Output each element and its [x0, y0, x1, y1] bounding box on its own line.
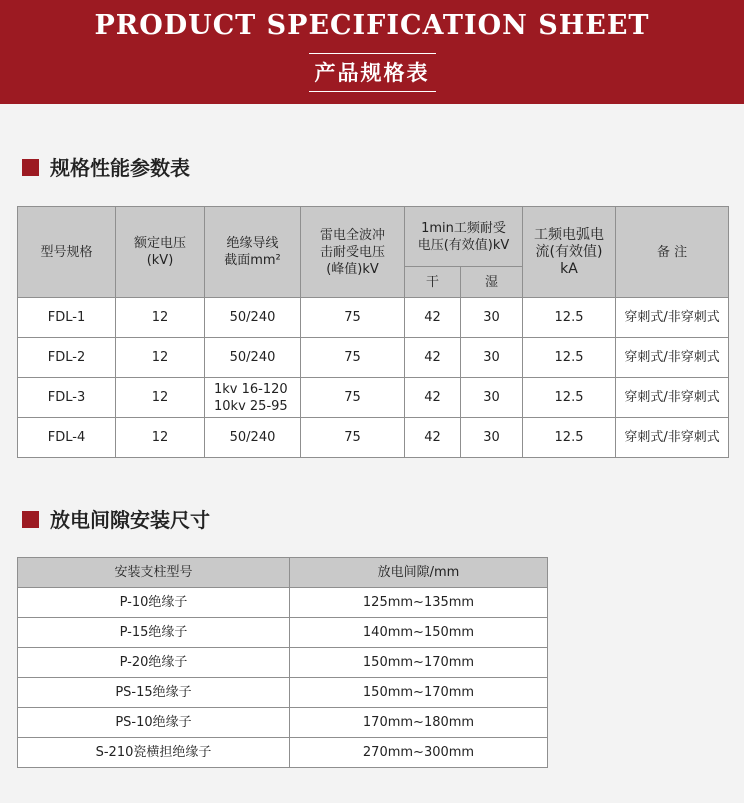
table-row: [18, 648, 548, 678]
cell-gap: 270mm~300mm: [290, 738, 548, 768]
cell-remark: 穿刺式/非穿刺式: [616, 338, 729, 378]
cell-post: S-210瓷横担绝缘子: [18, 738, 290, 768]
cell-post: P-10绝缘子: [18, 588, 290, 618]
table-row: [18, 678, 548, 708]
cell-gap: 150mm~170mm: [290, 678, 548, 708]
cell-model: FDL-3: [18, 378, 116, 418]
banner-subtitle: 产品规格表: [309, 53, 436, 92]
header-conductor: 绝缘导线 截面mm²: [205, 207, 301, 298]
cell-remark: 穿刺式/非穿刺式: [616, 378, 729, 418]
cell-gap: 170mm~180mm: [290, 708, 548, 738]
banner-subtitle-wrap: [0, 53, 744, 92]
header-dry: 干: [405, 267, 461, 298]
cell-dry: 42: [405, 298, 461, 338]
cell-model: FDL-1: [18, 298, 116, 338]
table-row: [18, 418, 729, 458]
cell-wet: 30: [461, 298, 523, 338]
cell-gap: 140mm~150mm: [290, 618, 548, 648]
gap-table: [17, 557, 548, 768]
spec-table: [17, 206, 729, 458]
cell-model: FDL-4: [18, 418, 116, 458]
cell-arc: 12.5: [523, 298, 616, 338]
section-title-gap: 放电间隙安装尺寸: [50, 508, 210, 532]
table-row: [18, 738, 548, 768]
cell-voltage: 12: [116, 338, 205, 378]
table-row: [18, 708, 548, 738]
table-row: [18, 618, 548, 648]
cell-voltage: 12: [116, 298, 205, 338]
cell-gap: 125mm~135mm: [290, 588, 548, 618]
cell-post: P-20绝缘子: [18, 648, 290, 678]
header-remark: 备 注: [616, 207, 729, 298]
cell-dry: 42: [405, 418, 461, 458]
cell-post: PS-15绝缘子: [18, 678, 290, 708]
cell-remark: 穿刺式/非穿刺式: [616, 298, 729, 338]
cell-wet: 30: [461, 338, 523, 378]
cell-post: PS-10绝缘子: [18, 708, 290, 738]
section-title-specs: 规格性能参数表: [50, 156, 190, 180]
cell-conductor: 50/240: [205, 298, 301, 338]
cell-conductor: 50/240: [205, 338, 301, 378]
cell-voltage: 12: [116, 418, 205, 458]
cell-arc: 12.5: [523, 378, 616, 418]
table-row: [18, 298, 729, 338]
spec-header-row: [18, 207, 729, 267]
header-model: 型号规格: [18, 207, 116, 298]
section-marker-icon: [22, 159, 39, 176]
banner-title: PRODUCT SPECIFICATION SHEET: [94, 10, 650, 41]
cell-dry: 42: [405, 338, 461, 378]
cell-post: P-15绝缘子: [18, 618, 290, 648]
cell-conductor: 1kv 16-120 10kv 25-95: [205, 378, 301, 418]
cell-remark: 穿刺式/非穿刺式: [616, 418, 729, 458]
cell-dry: 42: [405, 378, 461, 418]
table-row: [18, 378, 729, 418]
cell-voltage: 12: [116, 378, 205, 418]
header-voltage: 额定电压 (kV): [116, 207, 205, 298]
gap-header-row: [18, 558, 548, 588]
header-arc-current: 工频电弧电 流(有效值) kA: [523, 207, 616, 298]
header-post: 安装支柱型号: [18, 558, 290, 588]
header-impulse: 雷电全波冲 击耐受电压 (峰值)kV: [301, 207, 405, 298]
table-row: [18, 588, 548, 618]
cell-impulse: 75: [301, 378, 405, 418]
header-gap: 放电间隙/mm: [290, 558, 548, 588]
header-banner: [0, 0, 744, 104]
table-row: [18, 338, 729, 378]
cell-impulse: 75: [301, 338, 405, 378]
cell-arc: 12.5: [523, 418, 616, 458]
cell-model: FDL-2: [18, 338, 116, 378]
cell-wet: 30: [461, 378, 523, 418]
cell-impulse: 75: [301, 298, 405, 338]
cell-impulse: 75: [301, 418, 405, 458]
cell-conductor: 50/240: [205, 418, 301, 458]
cell-gap: 150mm~170mm: [290, 648, 548, 678]
header-wet: 湿: [461, 267, 523, 298]
section-marker-icon: [22, 511, 39, 528]
header-power-freq: 1min工频耐受 电压(有效值)kV: [405, 207, 523, 267]
cell-arc: 12.5: [523, 338, 616, 378]
cell-wet: 30: [461, 418, 523, 458]
